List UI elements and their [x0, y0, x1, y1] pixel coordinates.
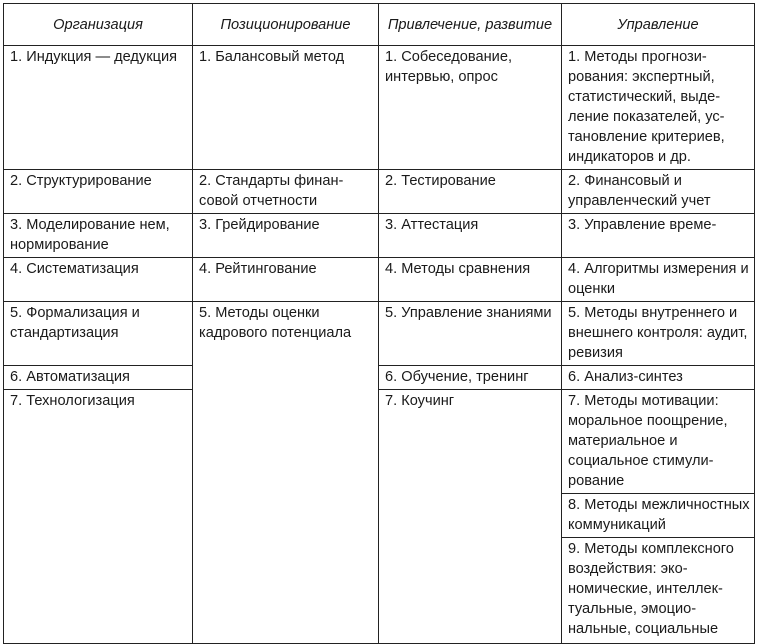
header-organization: Организация — [4, 4, 193, 46]
table-cell: 6. Автоматизация — [4, 366, 193, 390]
table-cell: 2. Финансовый и управленческий учет — [562, 170, 755, 214]
table-row — [4, 46, 755, 170]
table-cell — [379, 494, 562, 538]
table-cell: 3. Грейдирование — [193, 214, 379, 258]
table-cell: 7. Коучинг — [379, 390, 562, 494]
table-row — [4, 366, 755, 390]
table-cell: 2. Тестирование — [379, 170, 562, 214]
table-cell: 4. Рейтингование — [193, 258, 379, 302]
table-cell — [193, 390, 379, 494]
table-cell: 5. Методы оценки кадрового потенциала — [193, 302, 379, 366]
table-cell: 9. Методы комплексного воздействия: экономические, интеллектуальные, эмоциональные, социальные — [562, 538, 755, 644]
table-cell: 4. Систематизация — [4, 258, 193, 302]
table-row — [4, 302, 755, 366]
table-cell: 1. Индукция — дедукция — [4, 46, 193, 170]
table-row — [4, 214, 755, 258]
methods-table-container — [3, 3, 755, 644]
header-management: Управление — [562, 4, 755, 46]
table-cell: 1. Балансовый метод — [193, 46, 379, 170]
table-cell: 4. Алгоритмы измерения и оценки — [562, 258, 755, 302]
methods-table — [3, 3, 755, 644]
header-positioning: Позиционирование — [193, 4, 379, 46]
table-cell: 5. Управление знаниями — [379, 302, 562, 366]
table-cell: 3. Управление време- — [562, 214, 755, 258]
table-cell — [193, 366, 379, 390]
table-cell: 3. Аттестация — [379, 214, 562, 258]
table-cell: 7. Методы мотивации: моральное поощрение, материальное и социальное стимулирование — [562, 390, 755, 494]
table-cell: 2. Структурирование — [4, 170, 193, 214]
table-cell: 1. Методы прогнозирования: экспертный, статистический, выделение показателей, установление критериев, индикаторов и др. — [562, 46, 755, 170]
header-attraction-development: Привлечение, развитие — [379, 4, 562, 46]
table-cell: 7. Технологизация — [4, 390, 193, 494]
table-row — [4, 494, 755, 538]
table-cell: 3. Моделирование нем, нормирование — [4, 214, 193, 258]
table-cell: 6. Обучение, тренинг — [379, 366, 562, 390]
table-cell: 8. Методы межличностных коммуникаций — [562, 494, 755, 538]
table-cell: 4. Методы сравнения — [379, 258, 562, 302]
table-row — [4, 170, 755, 214]
header-row — [4, 4, 755, 46]
table-cell: 5. Методы внутреннего и внешнего контроля: аудит, ревизия — [562, 302, 755, 366]
table-row — [4, 538, 755, 644]
table-cell — [379, 538, 562, 644]
table-cell — [4, 494, 193, 538]
table-cell: 5. Формализация и стандартизация — [4, 302, 193, 366]
table-row — [4, 390, 755, 494]
table-cell — [193, 538, 379, 644]
table-cell: 2. Стандарты финансовой отчетности — [193, 170, 379, 214]
table-cell — [4, 538, 193, 644]
table-row — [4, 258, 755, 302]
table-cell: 1. Собеседование, интервью, опрос — [379, 46, 562, 170]
table-cell: 6. Анализ-синтез — [562, 366, 755, 390]
table-cell — [193, 494, 379, 538]
